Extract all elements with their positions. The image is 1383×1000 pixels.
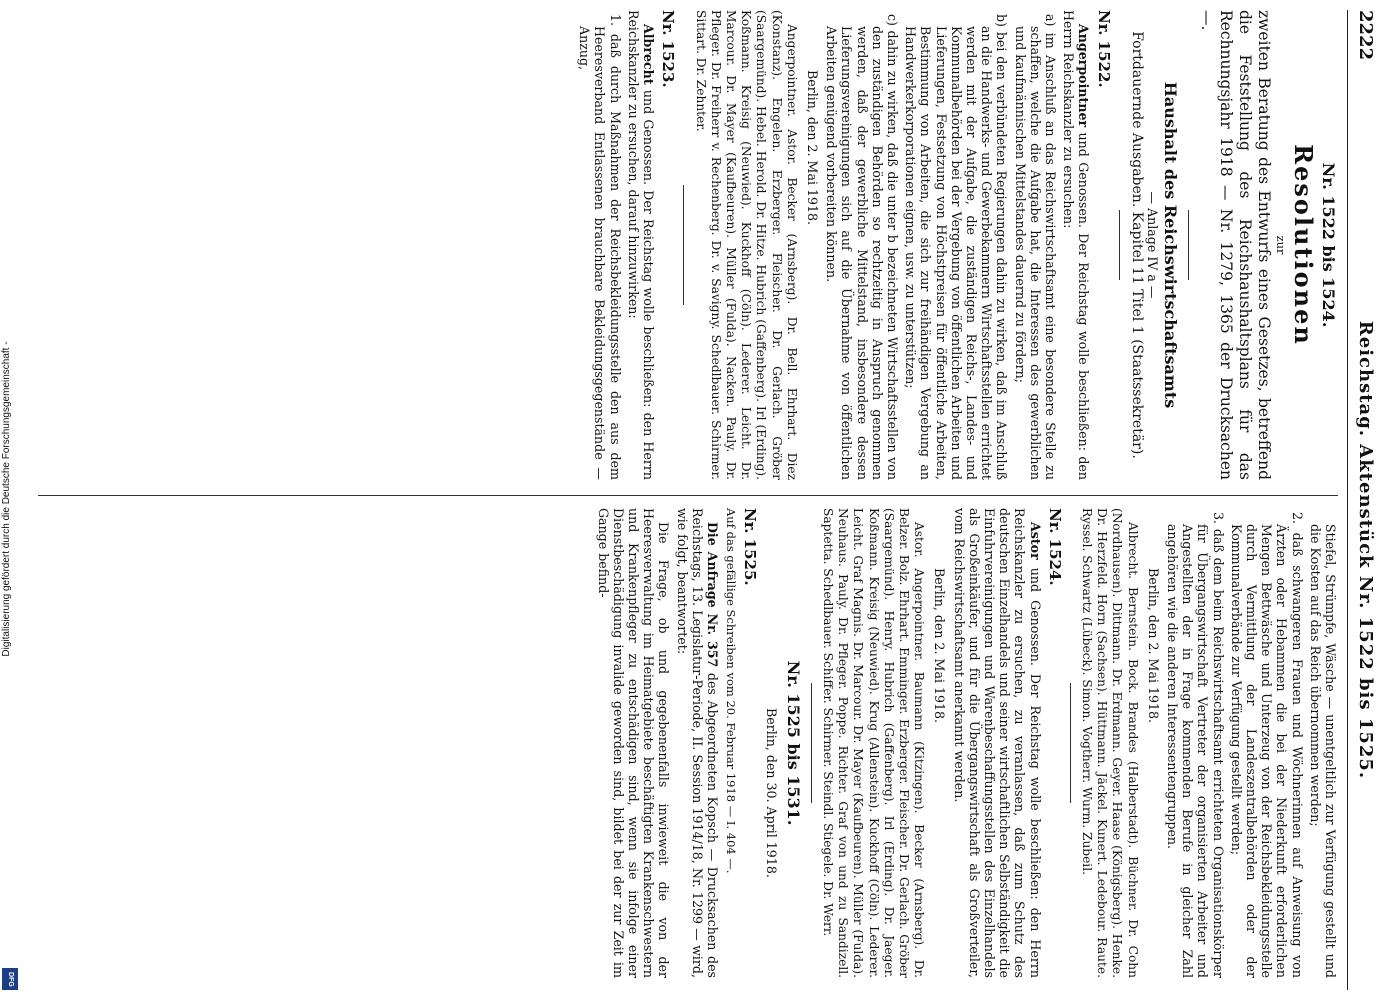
section-title: Haushalt des Reichswirtschaftsamts bbox=[1160, 81, 1180, 409]
right-column bbox=[592, 508, 1338, 978]
page-header bbox=[1347, 10, 1382, 990]
resolutions-range: Nr. 1522 bis 1524. bbox=[1319, 162, 1338, 328]
nr1523-date: Berlin, den 2. Mai 1918. bbox=[1145, 568, 1161, 724]
dfg-logo-icon: DFG bbox=[2, 968, 18, 990]
nr1524-date: Berlin, den 2. Mai 1918. bbox=[932, 568, 948, 724]
nr1522-signers: Angerpointner. Astor. Becker (Arnsberg). Dr. Bell. Ehrhart. Diez (Konstanz). Engelen. Erzberger. Fleischer. Dr. Gerlach. Gröber (Saargemünd). Hebel. Herold. Dr. Hitze. Hubrich (Gaffenberg). Irl (Erding). Koßmann. Kreisig (Neuwied). Kuckhoff (Cöln). Lederer. Leicht. Dr. Marcour. Dr. Mayer (Kaufbeuren). Müller (Fulda). Nacken. Pauly. Dr. Pfleger. Dr. Freiherr v. Rechenberg. Dr. v. Savigny. Schedlbauer. Schirmer. Sittart. Dr. Zehnter. bbox=[693, 10, 799, 480]
nr1525-range: Nr. 1525 bis 1531. bbox=[783, 660, 803, 826]
section-detail: Fortdauernde Ausgaben. Kapitel 11 Titel 1 (Staatssekretär). bbox=[1128, 31, 1145, 459]
nr1523-signers: Albrecht. Bernstein. Bock. Brandes (Halberstadt). Büchner. Dr. Cohn (Nordhausen). Dittmann. Dr. Erdmann. Geyer. Haase (Königsberg). Henke. Dr. Herzfeld. Horn (Sachsen). Hüttmann. Jäckel. Kunert. Ledebour. Raute. Ryssel. Schwartz (Lübeck). Simon. Vogtherr. Wurm. Zubeil. bbox=[1079, 508, 1140, 978]
nr1524-body: und Genossen. Der Reichstag wolle beschließen: den Herrn Reichskanzler zu ersuchen, zu veranlassen, daß zum Schutz des deutschen Einzelhandels und seiner wirtschaftlichen Selbständigkeit die Einfuhrvereinigungen und Warenbeschaffungsstellen des Einzelhandels als Großeinkäufer, und für die Übergangswirtschaft als Großverteiler, vom Reichswirtschaftsamt anerkannt werden. bbox=[951, 508, 1043, 978]
nr1525-answer: Die Frage, ob und gegebenenfalls inwieweit die von der Heeresverwaltung im Heimatgebiete beschäftigten Krankenschwestern und Krankenpfleger zu entschädigen sind, wenn sie infolge einer Dienstbeschädigung invalide geworden sind, bildet bei der zur Zeit im Gange befind- bbox=[595, 508, 672, 978]
nr1525-query-text: des Abgeordneten Kopsch — Drucksachen des Reichstags, 13. Legislatur-Periode, II. Session 1914/18, Nr. 1299 — wird, wie folgt, beantwortet: bbox=[674, 508, 721, 978]
nr1524-head: Nr. 1524. bbox=[1045, 508, 1064, 586]
nr1522-head: Nr. 1522. bbox=[1094, 10, 1113, 88]
column-divider bbox=[38, 495, 1338, 496]
scanned-page-area bbox=[22, 10, 1383, 990]
page-number: 2222 bbox=[1355, 10, 1376, 61]
nr1523-intro: und Genossen. Der Reichstag wolle beschließen: den Herrn Reichskanzler zu ersuchen, darauf hinzuwirken: bbox=[625, 10, 657, 480]
nr1522-movers: Angerpointner bbox=[1076, 24, 1092, 128]
attribution-label: Digitalisierung gefördert durch die Deutsche Forschungsgemeinschaft - bbox=[1, 341, 12, 657]
nr1522-date: Berlin, den 2. Mai 1918. bbox=[804, 70, 820, 226]
section-annex: — Anlage IV a — bbox=[1144, 191, 1160, 299]
nr1523-item-3: 3. daß dem beim Reichswirtschaftsamt errichteten Organisationskörper für Übergangswirtschaft Vertreter der organisierten Arbeiter und Angestellten der in Frage kommenden Berufe in gleicher Zahl angehören wie die anderen Interessentengruppen. bbox=[1164, 512, 1226, 978]
divider bbox=[1070, 683, 1071, 803]
divider bbox=[811, 683, 812, 803]
nr1525-head: Nr. 1525. bbox=[741, 508, 760, 586]
nr1524-signers: Astor. Angerpointner. Baumann (Kitzingen). Becker (Arnsberg). Dr. Belzer. Bolz. Ehrhart. Emminger. Erzberger. Fleischer. Dr. Gerlach. Gröber (Saargemünd). Henry. Hubrich (Gaffenberg). Irl (Erding). Dr. Jaeger. Koßmann. Kreisig (Neuwied). Krug (Allenstein). Kuckhoff (Cöln). Lederer. Leicht. Graf Magnis. Dr. Marcour. Dr. Mayer (Kaufbeuren). Müller (Fulda). Neuhaus. Pauly. Dr. Pfleger. Poppe. Richter. Graf von und zu Sandizell. Saptetta. Schedlbauer. Schiffer. Schirmer. Steindl. Stiegele. Dr. Werr. bbox=[820, 508, 927, 978]
nr1523-item-2: 2. daß schwangeren Frauen und Wöchnerinnen auf Anweisung von Ärzten oder Hebammen die bei der Niederkunft erforderlichen Mengen Bettwäsche und Unterzeug von der Reichsbekleidungsstelle durch Vermittlung der Landeszentralbehörden oder der Kommunalverbände zur Verfügung gestellt werden; bbox=[1228, 512, 1305, 978]
running-title: Reichstag. Aktenstück Nr. 1522 bis 1525. bbox=[1355, 320, 1376, 780]
nr1522-intro: und Genossen. Der Reichstag wolle beschließen: den Herrn Reichskanzler zu ersuchen: bbox=[1061, 10, 1092, 480]
bill-lead: zweiten Beratung des Entwurfs eines Gesetzes, betreffend die Feststellung des Reichshaushaltsplans für das Rechnungsjahr 1918 — Nr. 1279, 1365 der Drucksachen —. bbox=[1197, 10, 1273, 480]
nr1523-movers: Albrecht bbox=[641, 24, 657, 85]
nr1523-item-1-continued: Stiefel, Strümpfe, Wäsche — unentgeltlich zur Verfügung gestellt und die Kosten auf das Reich übernommen werden; bbox=[1307, 524, 1338, 978]
nr1523-head: Nr. 1523. bbox=[659, 10, 678, 88]
nr1522-item-c: c) dahin zu wirken, daß die unter b bezeichneten Wirtschaftsstellen von den zuständigen Behörden so rechtzeitig in Anspruch genommen werden, daß der gewerbliche Mittelstand, insbesondere dessen Lieferungsvereinigungen sich auf die Übernahme von öffentlichen Arbeiten genügend vorbereiten können. bbox=[824, 14, 900, 480]
nr1525-query-title: Die Anfrage Nr. 357 bbox=[705, 522, 721, 668]
zur-label: zur bbox=[1274, 235, 1288, 255]
divider bbox=[683, 185, 684, 305]
left-column bbox=[574, 10, 1338, 480]
nr1523-item-1: 1. daß durch Maßnahmen der Reichsbekleidungsstelle den aus dem Heeresverband Entlassenen brauchbare Bekleidungsgegenstände — Anzug, bbox=[577, 14, 623, 480]
resolutions-title: Resolutionen bbox=[1289, 144, 1318, 346]
side-strip bbox=[0, 0, 22, 1000]
rotated-page bbox=[22, 10, 1382, 990]
nr1522-item-a: a) im Anschluß an das Reichswirtschaftsamt eine besondere Stelle zu schaffen, welche die Aufgabe hat, die Interessen des gewerblichen und kaufmännischen Mittelstandes dauernd zu fördern; bbox=[1012, 14, 1058, 480]
nr1525-reference: Auf das gefällige Schreiben vom 20. Februar 1918 — I. 404 —. bbox=[724, 508, 739, 874]
nr1522-item-b: b) bei den verbündeten Regierungen dahin zu wirken, daß im Anschluß an die Handwerks- und Gewerbekammern Wirtschaftsstellen errichtet werden mit der Aufgabe, die zuständigen Reichs-, Landes- und Kommunalbehörden bei der Vergebung von öffentlichen Arbeiten und Lieferungen, Festsetzung von Höchstpreisen für öffentliche Arbeiten, Bestimmung von Arbeiten, die sich zur freihändigen Vergebung an Handwerkerkorporationen eignen, usw. zu unterstützen; bbox=[903, 14, 1010, 480]
divider bbox=[1188, 210, 1189, 280]
nr1524-movers: Astor bbox=[1027, 522, 1043, 560]
divider bbox=[1119, 210, 1120, 280]
nr1525-range-date: Berlin, den 30. April 1918. bbox=[763, 708, 779, 878]
